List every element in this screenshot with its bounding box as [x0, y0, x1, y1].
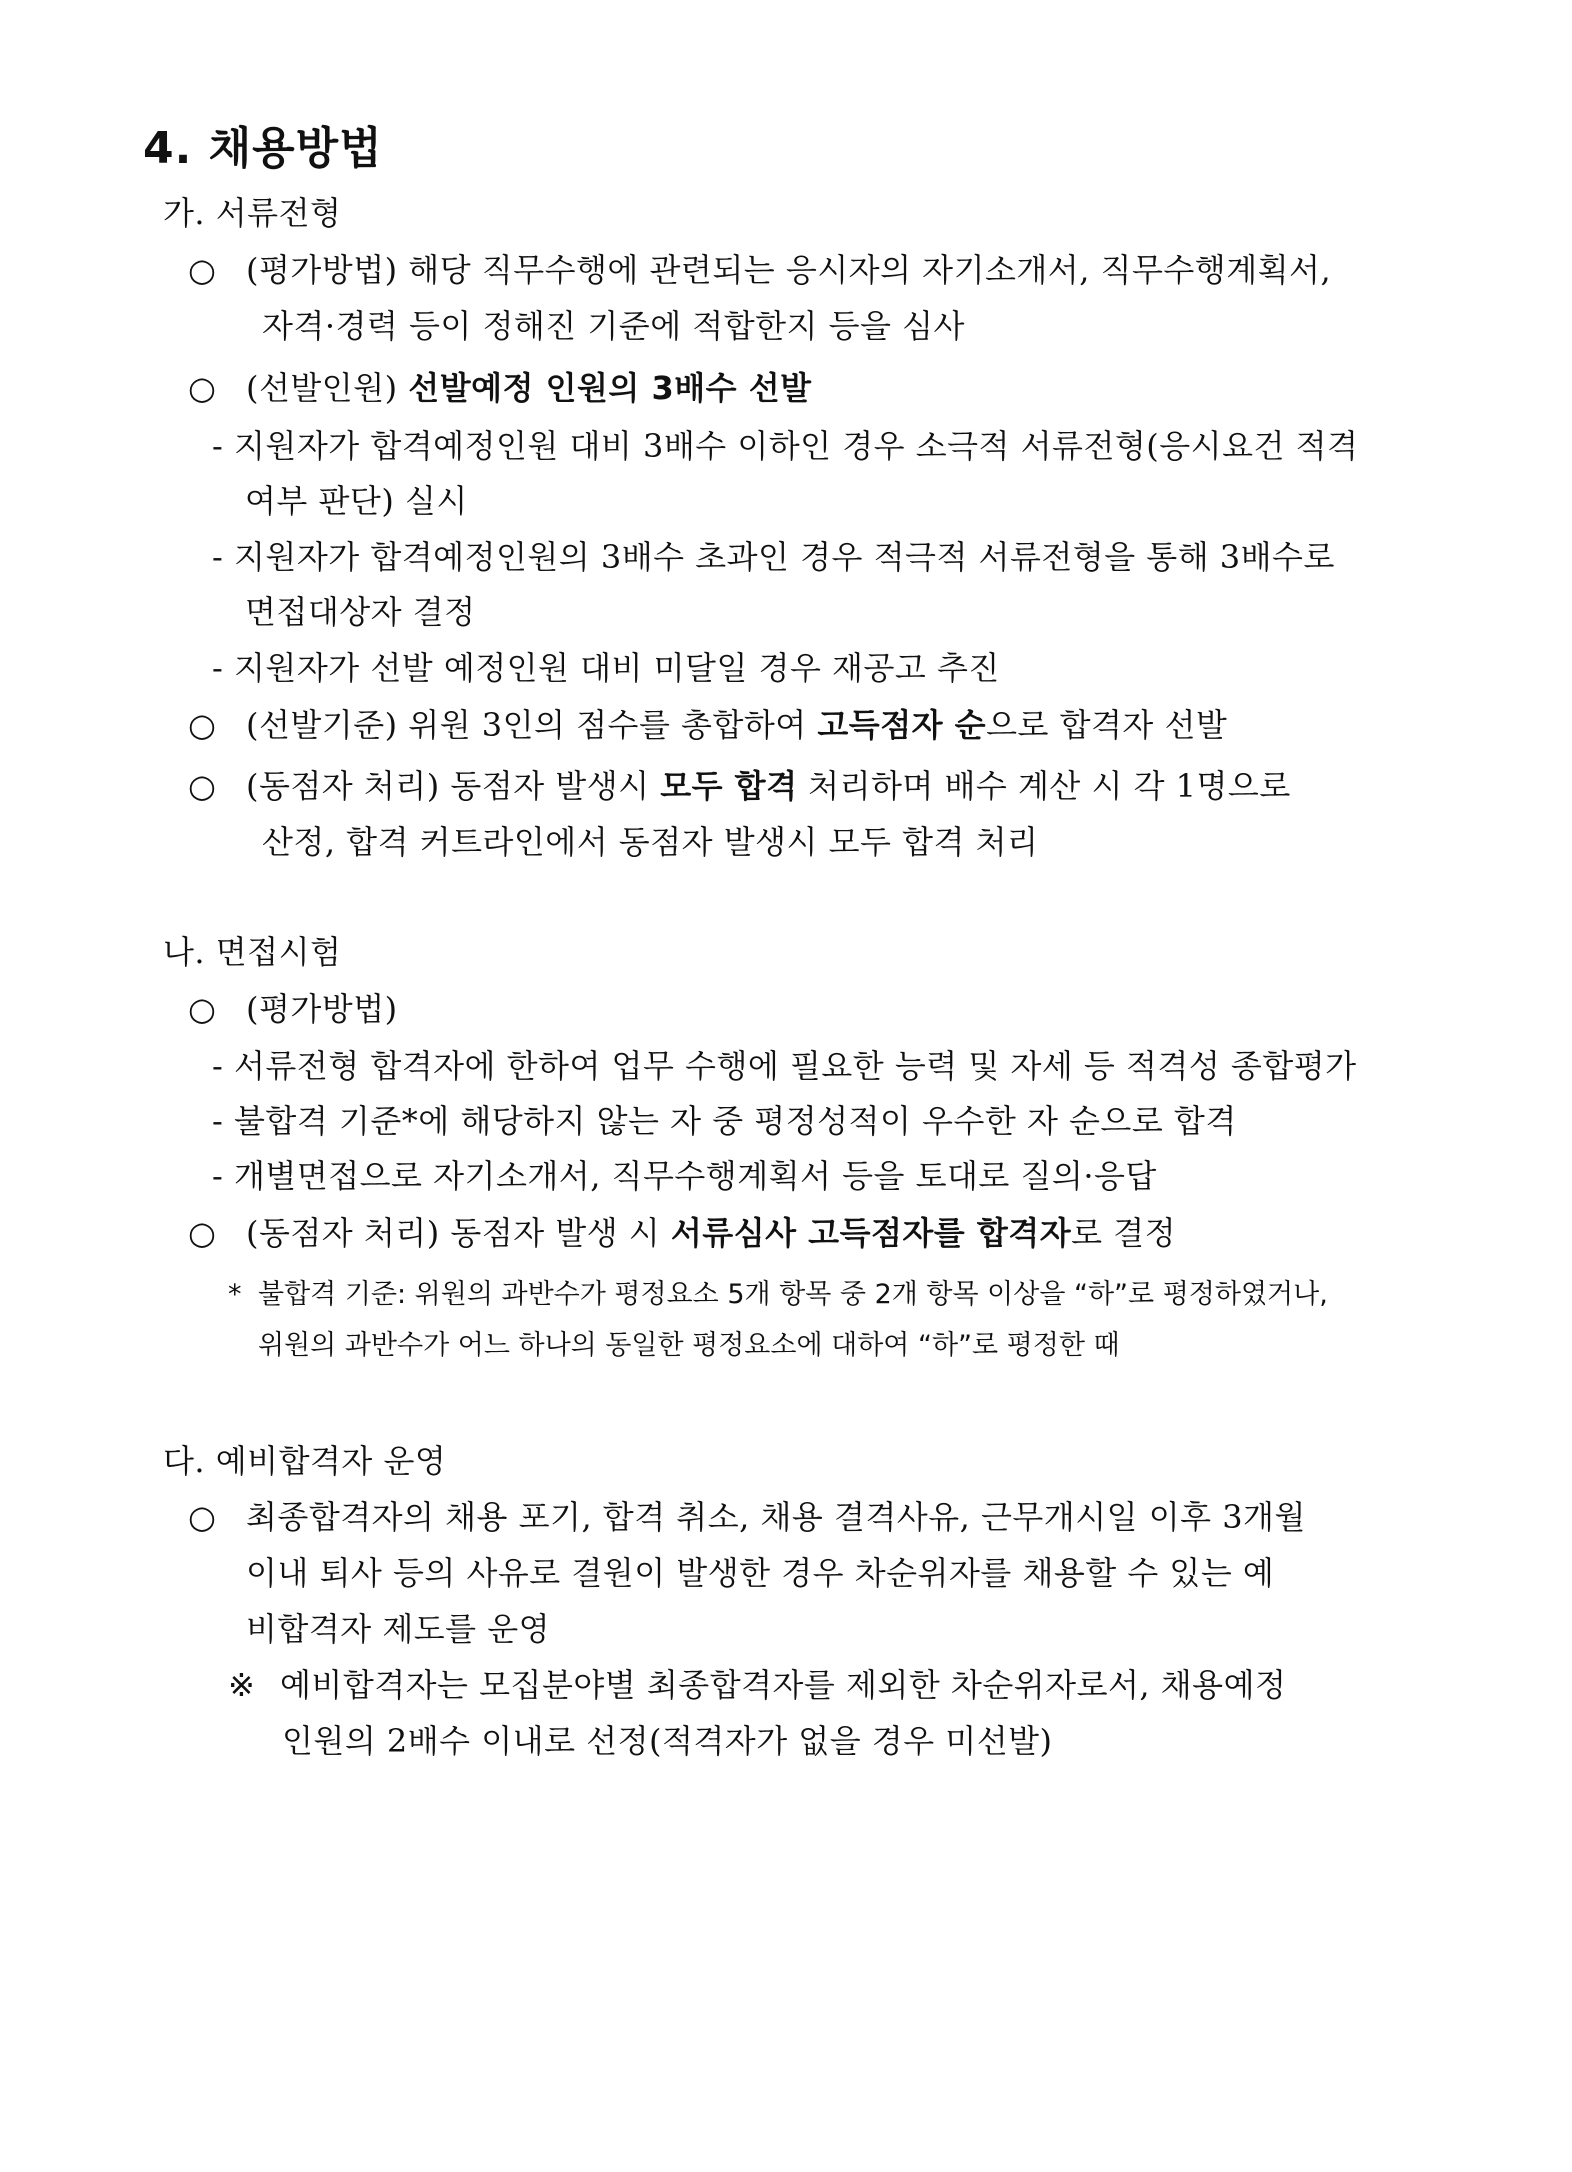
list-item: - 개별면접으로 자기소개서, 직무수행계획서 등을 토대로 질의·응답: [212, 1157, 1157, 1195]
circle-bullet-icon: ○: [188, 369, 217, 407]
footnote-continuation: 위원의 과반수가 어느 하나의 동일한 평정요소에 대하여 “하”로 평정한 때: [258, 1330, 1120, 1361]
list-item: ○ (동점자 처리) 동점자 발생 시 서류심사 고득점자를 합격자로 결정: [188, 1214, 1177, 1252]
reference-mark-icon: ※: [228, 1666, 256, 1704]
circle-bullet-icon: ○: [188, 1498, 217, 1536]
circle-bullet-icon: ○: [188, 706, 217, 744]
list-item-continuation: 면접대상자 결정: [245, 593, 476, 631]
circle-bullet-icon: ○: [188, 1214, 217, 1252]
list-item: ○ (평가방법) 해당 직무수행에 관련되는 응시자의 자기소개서, 직무수행계획서,: [188, 251, 1332, 289]
list-item: ○ (평가방법): [188, 990, 398, 1028]
dash-bullet-icon: -: [212, 1047, 224, 1085]
list-item-continuation: 여부 판단) 실시: [245, 482, 468, 520]
reference-note: ※ 예비합격자는 모집분야별 최종합격자를 제외한 차순위자로서, 채용예정: [228, 1666, 1287, 1704]
dash-bullet-icon: -: [212, 1157, 224, 1195]
list-item-continuation: 이내 퇴사 등의 사유로 결원이 발생한 경우 차순위자를 채용할 수 있는 예: [246, 1554, 1275, 1592]
page-heading: 4. 채용방법: [143, 123, 383, 174]
section-title: 나. 면접시험: [163, 933, 342, 971]
section-title: 가. 서류전형: [163, 194, 342, 232]
list-item: - 지원자가 합격예정인원의 3배수 초과인 경우 적극적 서류전형을 통해 3배수로: [212, 538, 1335, 576]
list-item: - 지원자가 선발 예정인원 대비 미달일 경우 재공고 추진: [212, 649, 1000, 687]
list-item-continuation: 산정, 합격 커트라인에서 동점자 발생시 모두 합격 처리: [262, 823, 1039, 861]
asterisk-icon: *: [228, 1279, 242, 1310]
list-item-continuation: 비합격자 제도를 운영: [246, 1610, 551, 1648]
circle-bullet-icon: ○: [188, 251, 217, 289]
list-item: ○ (선발기준) 위원 3인의 점수를 총합하여 고득점자 순으로 합격자 선발: [188, 706, 1228, 744]
circle-bullet-icon: ○: [188, 767, 217, 805]
dash-bullet-icon: -: [212, 427, 224, 465]
dash-bullet-icon: -: [212, 538, 224, 576]
list-item: ○ (동점자 처리) 동점자 발생시 모두 합격 처리하며 배수 계산 시 각 1명으로: [188, 767, 1291, 805]
list-item: - 서류전형 합격자에 한하여 업무 수행에 필요한 능력 및 자세 등 적격성 종합평가: [212, 1047, 1357, 1085]
circle-bullet-icon: ○: [188, 990, 217, 1028]
list-item: - 불합격 기준*에 해당하지 않는 자 중 평정성적이 우수한 자 순으로 합격: [212, 1102, 1237, 1140]
list-item-continuation: 자격·경력 등이 정해진 기준에 적합한지 등을 심사: [262, 307, 965, 345]
reference-note-continuation: 인원의 2배수 이내로 선정(적격자가 없을 경우 미선발): [282, 1722, 1053, 1760]
dash-bullet-icon: -: [212, 649, 224, 687]
footnote: * 불합격 기준: 위원의 과반수가 평정요소 5개 항목 중 2개 항목 이상을 “하”로 평정하였거나,: [228, 1275, 1328, 1315]
list-item: - 지원자가 합격예정인원 대비 3배수 이하인 경우 소극적 서류전형(응시요건 적격: [212, 427, 1359, 465]
section-title: 다. 예비합격자 운영: [163, 1442, 447, 1480]
list-item: ○ (선발인원) 선발예정 인원의 3배수 선발: [188, 369, 812, 407]
dash-bullet-icon: -: [212, 1102, 224, 1140]
list-item: ○ 최종합격자의 채용 포기, 합격 취소, 채용 결격사유, 근무개시일 이후 3개월: [188, 1498, 1306, 1536]
